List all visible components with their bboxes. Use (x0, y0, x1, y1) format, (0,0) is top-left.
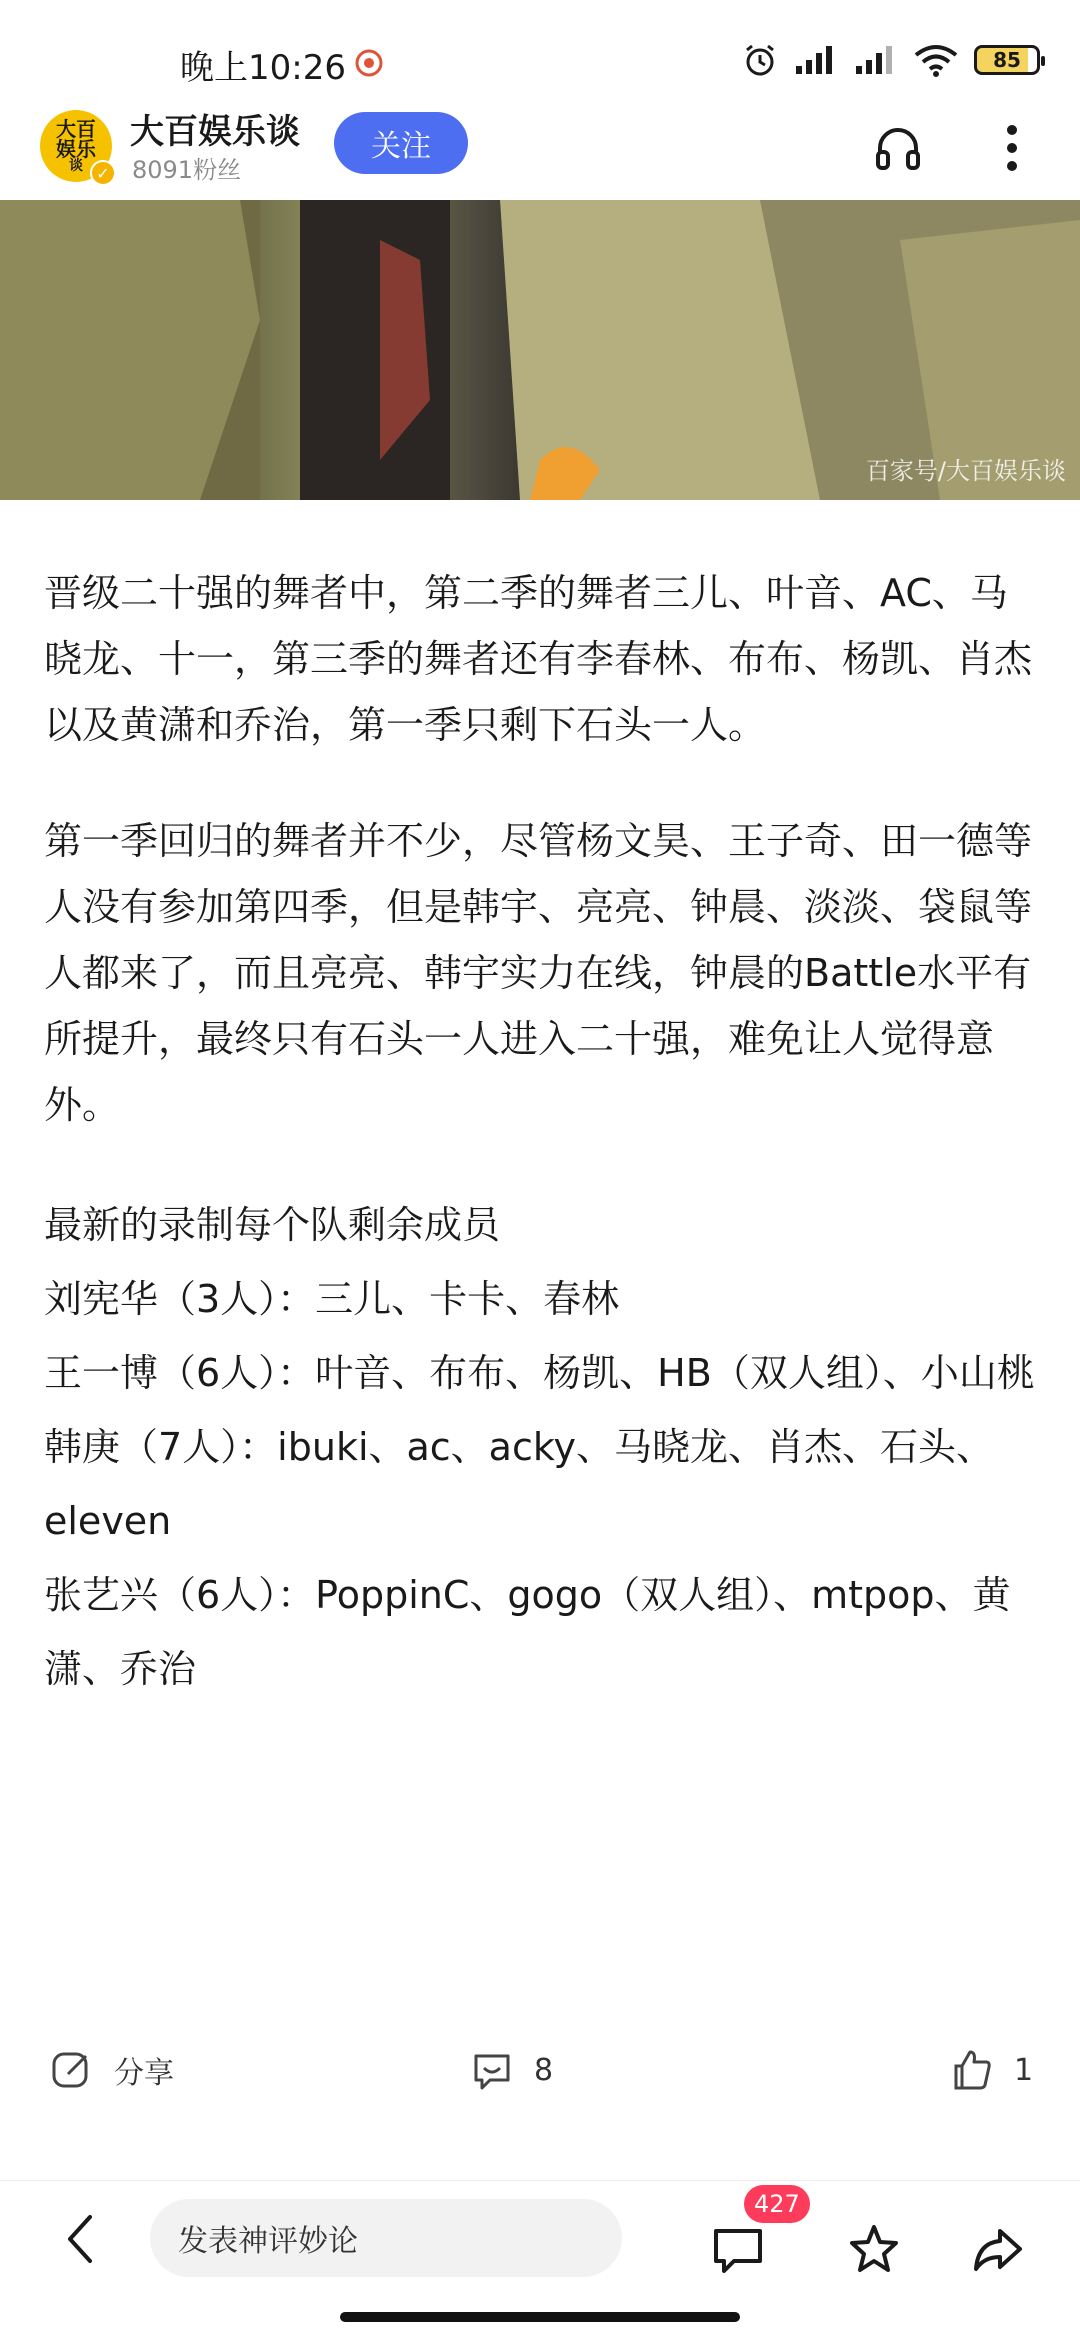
comment-action-button[interactable] (470, 2040, 553, 2100)
forward-icon[interactable] (966, 2217, 1030, 2281)
back-arrow-icon[interactable] (52, 2209, 112, 2269)
team-list-item-2: 王一博（6人）：叶音、布布、杨凯、HB（双人组）、小山桃 (44, 1351, 1035, 1395)
headphones-icon[interactable] (868, 118, 928, 178)
author-name[interactable]: 大百娱乐谈 (130, 112, 300, 152)
comment-icon (470, 2048, 514, 2092)
team-list-item-1: 刘宪华（3人）：三儿、卡卡、春林 (44, 1277, 620, 1321)
verified-badge-icon: ✓ (90, 160, 116, 186)
avatar-text-2: 娱乐 (56, 137, 96, 161)
battery-indicator: 85 (974, 45, 1040, 75)
signal-icon-2 (854, 44, 898, 76)
follow-button[interactable]: 关注 (334, 112, 468, 174)
avatar-text-1: 大百 (56, 117, 96, 141)
star-icon[interactable] (842, 2217, 906, 2281)
article-image[interactable] (0, 200, 1080, 500)
signal-icon (794, 44, 838, 76)
share-label: 分享 (114, 2056, 174, 2091)
share-edit-icon (50, 2048, 94, 2092)
author-header (0, 100, 1080, 200)
like-count: 1 (1014, 2052, 1034, 2088)
comment-input[interactable]: 发表神评妙论 (150, 2199, 622, 2277)
status-time: 晚上10:26 (180, 48, 346, 88)
like-action-button[interactable] (950, 2040, 1033, 2100)
avatar-text-3: 谈 (69, 158, 83, 174)
team-list-item-4: 张艺兴（6人）：PoppinC、gogo（双人组）、mtpop、黄潇、乔治 (44, 1573, 1011, 1691)
comments-button[interactable] (706, 2217, 770, 2281)
wifi-icon (914, 43, 958, 77)
article-paragraph-2: 第一季回归的舞者并不少，尽管杨文昊、王子奇、田一德等人没有参加第四季，但是韩宇、亮亮、钟晨、淡淡、袋鼠等人都来了，而且亮亮、韩宇实力在线，钟晨的Battle水平有所提升，最终只有石头一人进入二十强，难免让人觉得意外。 (44, 819, 1033, 1127)
author-fans-count: 8091粉丝 (132, 156, 242, 184)
status-icons (726, 40, 1040, 80)
article-body (44, 560, 1044, 1706)
share-action-button[interactable] (50, 2040, 174, 2100)
alarm-icon (742, 42, 778, 78)
status-bar (0, 0, 1080, 100)
more-vertical-icon[interactable] (982, 118, 1042, 178)
home-indicator[interactable] (340, 2312, 740, 2322)
image-watermark: 百家号/大百娱乐谈 (865, 457, 1066, 485)
article-actions (0, 2040, 1080, 2100)
comment-badge: 427 (744, 2185, 810, 2223)
article-paragraph-1: 晋级二十强的舞者中，第二季的舞者三儿、叶音、AC、马晓龙、十一，第三季的舞者还有李春林、布布、杨凯、肖杰以及黄潇和乔治，第一季只剩下石头一人。 (44, 571, 1033, 747)
comment-count: 8 (534, 2052, 554, 2088)
notification-app-icon (352, 46, 386, 80)
team-list-item-3: 韩庚（7人）：ibuki、ac、acky、马晓龙、肖杰、石头、eleven (44, 1425, 995, 1543)
thumbs-up-icon (950, 2048, 994, 2092)
comments-icon (710, 2221, 766, 2277)
list-title: 最新的录制每个队剩余成员 (44, 1203, 501, 1247)
